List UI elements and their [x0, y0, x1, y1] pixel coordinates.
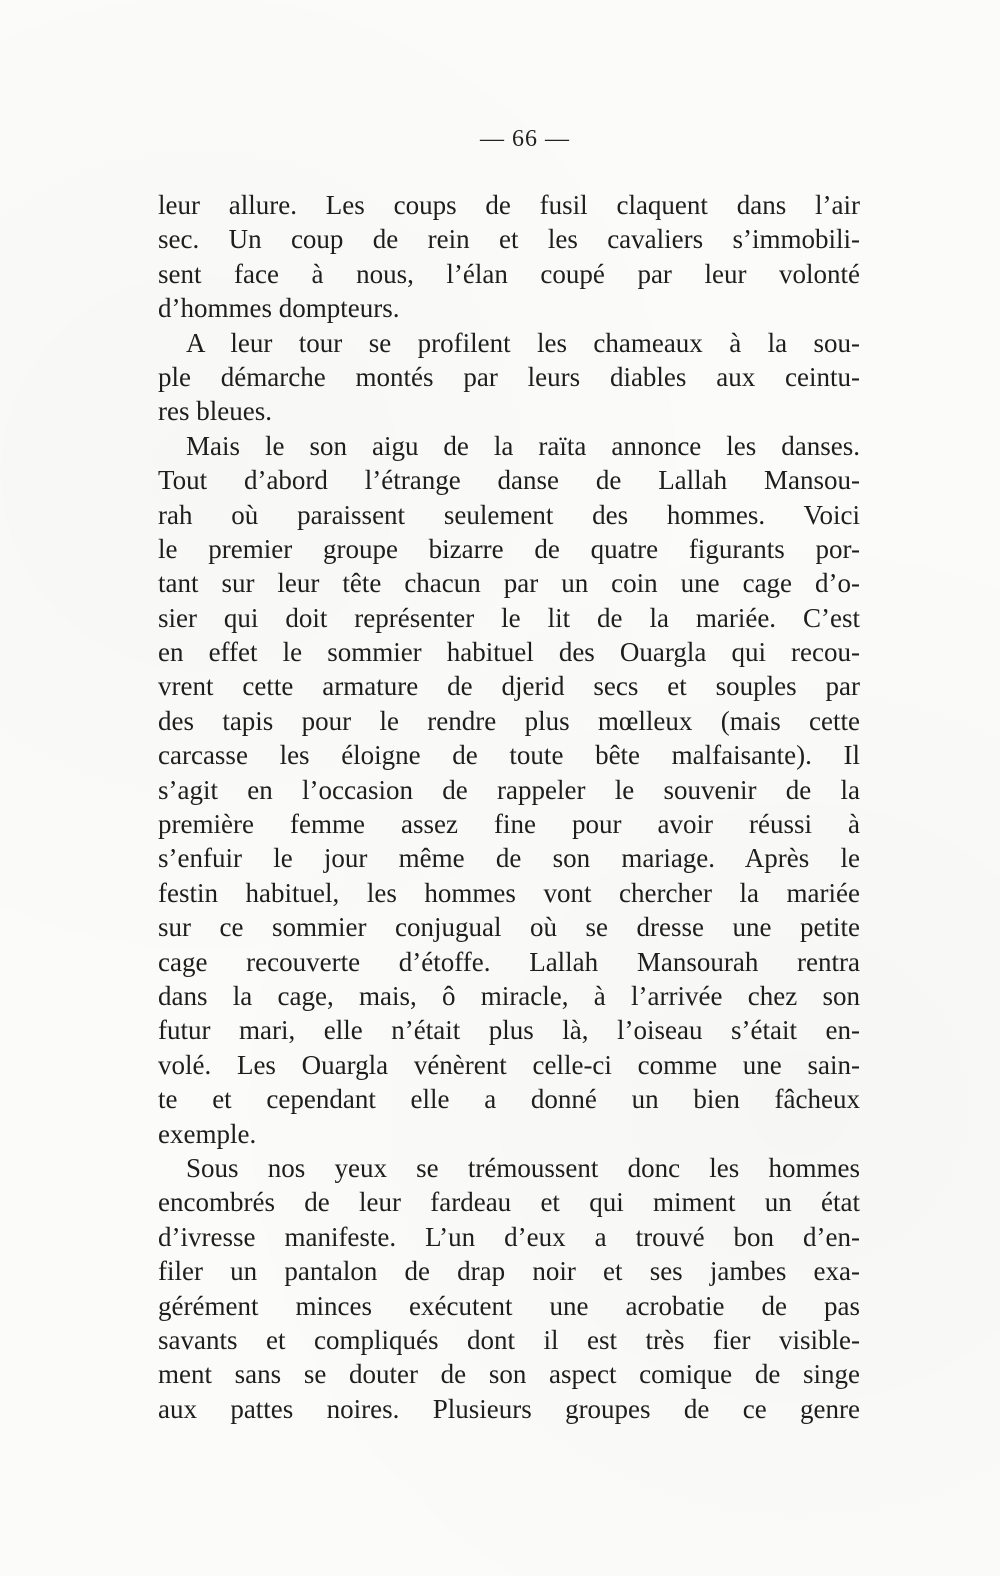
- text-line: des tapis pour le rendre plus mœlleux (mais cette: [158, 705, 860, 736]
- text-line: futur mari, elle n’était plus là, l’oiseau s’était en-: [158, 1015, 860, 1046]
- text-line: première femme assez fine pour avoir réussi à: [158, 809, 860, 840]
- text-line: sur ce sommier conjugual où se dresse une petite: [158, 912, 860, 943]
- text-line: le premier groupe bizarre de quatre figurants por-: [158, 533, 860, 564]
- text-line: ment sans se douter de son aspect comique de singe: [158, 1359, 860, 1390]
- text-line: res bleues.: [158, 396, 272, 427]
- text-line: sec. Un coup de rein et les cavaliers s’immobili-: [158, 224, 860, 255]
- body-text: [158, 188, 860, 1426]
- text-line: sent face à nous, l’élan coupé par leur volonté: [158, 258, 860, 289]
- text-line: tant sur leur tête chacun par un coin une cage d’o-: [158, 568, 860, 599]
- text-line: cage recouverte d’étoffe. Lallah Mansourah rentra: [158, 946, 860, 977]
- text-line: savants et compliqués dont il est très fier visible-: [158, 1324, 860, 1355]
- text-line: gérément minces exécutent une acrobatie de pas: [158, 1290, 860, 1321]
- text-line: en effet le sommier habituel des Ouargla qui recou-: [158, 637, 860, 668]
- text-line: exemple.: [158, 1118, 257, 1149]
- text-line: ple démarche montés par leurs diables aux ceintu-: [158, 361, 860, 392]
- text-line: Sous nos yeux se trémoussent donc les hommes: [186, 1152, 860, 1183]
- text-line: vrent cette armature de djerid secs et souples par: [158, 671, 860, 702]
- text-line: festin habituel, les hommes vont chercher la mariée: [158, 877, 860, 908]
- text-line: Mais le son aigu de la raïta annonce les danses.: [186, 430, 860, 461]
- text-line: s’agit en l’occasion de rappeler le souvenir de la: [158, 774, 860, 805]
- text-line: leur allure. Les coups de fusil claquent dans l’air: [158, 190, 860, 220]
- text-line: A leur tour se profilent les chameaux à la sou-: [186, 327, 860, 358]
- text-line: Tout d’abord l’étrange danse de Lallah Mansou-: [158, 465, 860, 496]
- page-number: — 66 —: [480, 126, 570, 152]
- text-line: rah où paraissent seulement des hommes. Voici: [158, 499, 860, 530]
- text-line: dans la cage, mais, ô miracle, à l’arrivée chez son: [158, 980, 860, 1011]
- text-line: volé. Les Ouargla vénèrent celle-ci comme une sain-: [158, 1049, 860, 1080]
- text-line: encombrés de leur fardeau et qui miment un état: [158, 1187, 860, 1218]
- text-line: aux pattes noires. Plusieurs groupes de ce genre: [158, 1393, 860, 1424]
- text-line: d’ivresse manifeste. L’un d’eux a trouvé bon d’en-: [158, 1221, 860, 1252]
- text-line: te et cependant elle a donné un bien fâcheux: [158, 1084, 860, 1115]
- text-line: s’enfuir le jour même de son mariage. Après le: [158, 843, 860, 874]
- text-line: carcasse les éloigne de toute bête malfaisante). Il: [158, 740, 860, 771]
- text-line: filer un pantalon de drap noir et ses jambes exa-: [158, 1256, 860, 1287]
- text-line: sier qui doit représenter le lit de la mariée. C’est: [158, 602, 860, 633]
- text-line: d’hommes dompteurs.: [158, 293, 400, 324]
